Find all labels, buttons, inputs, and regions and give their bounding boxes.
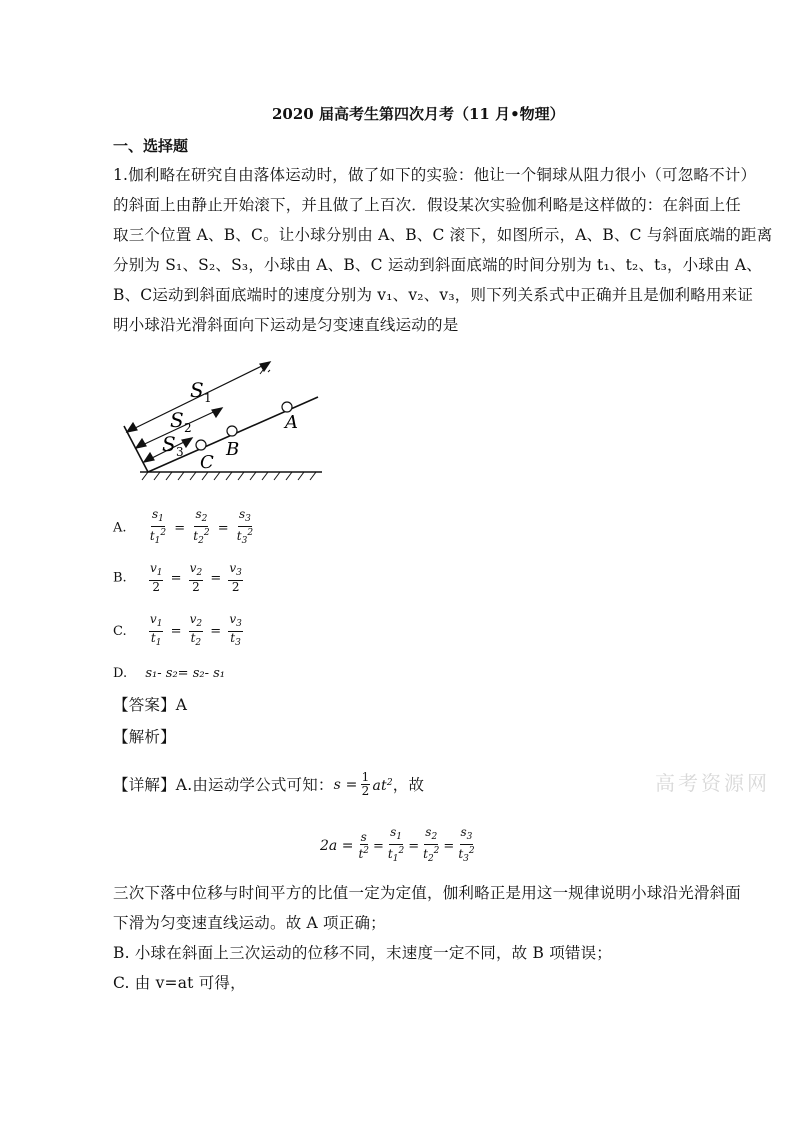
section-heading: 一、选择题 xyxy=(113,137,189,155)
option-d-label: D. xyxy=(113,666,128,681)
question-line: 取三个位置 A、B、C。让小球分别由 A、B、C 滚下，如图所示，A、B、C 与斜面底端的距离 xyxy=(113,226,773,244)
option-c: C. $\frac{v_1}{t_1}$ = $\frac{v_2}{t_2}$ = $\frac{v_3}{t_3}$ xyxy=(113,612,242,648)
s2-label: S xyxy=(170,408,184,432)
s1-sub: 1 xyxy=(204,391,212,405)
question-body xyxy=(113,160,772,340)
analysis-heading: 【解析】 xyxy=(113,728,176,746)
option-b-label: B. xyxy=(113,570,127,586)
s3-sub: 3 xyxy=(176,445,184,459)
detail-suffix: ，故 xyxy=(392,775,425,794)
formula-lhs: s = xyxy=(333,776,358,793)
question-line: B、C运动到斜面底端时的速度分别为 v₁、v₂、v₃，则下列关系式中正确并且是伽利略用来证 xyxy=(113,286,754,304)
ball-a xyxy=(282,402,292,412)
conclusion-line: C. 由 v=at 可得， xyxy=(113,974,246,992)
option-d xyxy=(113,666,225,681)
conclusion-line: 三次下落中位移与时间平方的比值一定为定值，伽利略正是用这一规律说明小球沿光滑斜面 xyxy=(113,884,742,902)
incline-stop xyxy=(124,426,148,472)
detail-prefix: 【详解】A.由运动学公式可知： xyxy=(113,775,334,794)
conclusion xyxy=(113,878,741,998)
question-line: 1.伽利略在研究自由落体运动时，做了如下的实验：他让一个铜球从阻力很小（可忽略不计） xyxy=(113,166,757,184)
conclusion-line: B. 小球在斜面上三次运动的位移不同，末速度一定不同，故 B 项错误； xyxy=(113,944,612,962)
option-a-label: A. xyxy=(113,520,127,536)
s1-arrow-head xyxy=(260,362,270,371)
conclusion-line: 下滑为匀变速直线运动。故 A 项正确； xyxy=(113,914,386,932)
ball-b xyxy=(227,426,237,436)
option-b: B. $\frac{v_1}{2}$ = $\frac{v_2}{2}$ = $\frac{v_3}{2}$ xyxy=(113,561,242,594)
label-b: B xyxy=(226,439,240,460)
incline-figure xyxy=(110,350,340,485)
question-line: 分别为 S₁、S₂、S₃，小球由 A、B、C 运动到斜面底端的时间分别为 t₁、t₂、t₃，小球由 A、 xyxy=(113,256,762,274)
ball-c xyxy=(196,440,206,450)
label-c: C xyxy=(200,452,214,473)
question-line: 的斜面上由静止开始滚下，并且做了上百次．假设某次实验伽利略是这样做的：在斜面上任 xyxy=(113,196,742,214)
page-title: 2020 届高考生第四次月考（11 月•物理） xyxy=(272,105,565,123)
option-a: A. $\frac{s_1}{t_1^2}$ = $\frac{s_2}{t_2^2}$ = $\frac{s_3}{t_3^2}$ xyxy=(113,507,254,546)
option-d-text: s₁- s₂= s₂- s₁ xyxy=(145,666,225,681)
s3-label: S xyxy=(162,432,176,456)
label-a: A xyxy=(285,412,298,433)
option-c-label: C. xyxy=(113,624,127,639)
s1-label: S xyxy=(190,378,204,402)
s2-sub: 2 xyxy=(184,421,192,435)
question-line: 明小球沿光滑斜面向下运动是匀变速直线运动的是 xyxy=(113,316,459,334)
centered-equation: 2a = $\frac{s}{t^2}$ = $\frac{s_1}{t_1^2}$ = $\frac{s_2}{t_2^2}$ = $\frac{s_3}{t_3^2}$ xyxy=(320,825,475,864)
detail-line: 【详解】A.由运动学公式可知： s = $\frac{1}{2}$ $at^2$ ，故 xyxy=(113,770,425,798)
answer: 【答案】A xyxy=(113,696,188,714)
watermark: 高考资源网 xyxy=(655,771,770,795)
